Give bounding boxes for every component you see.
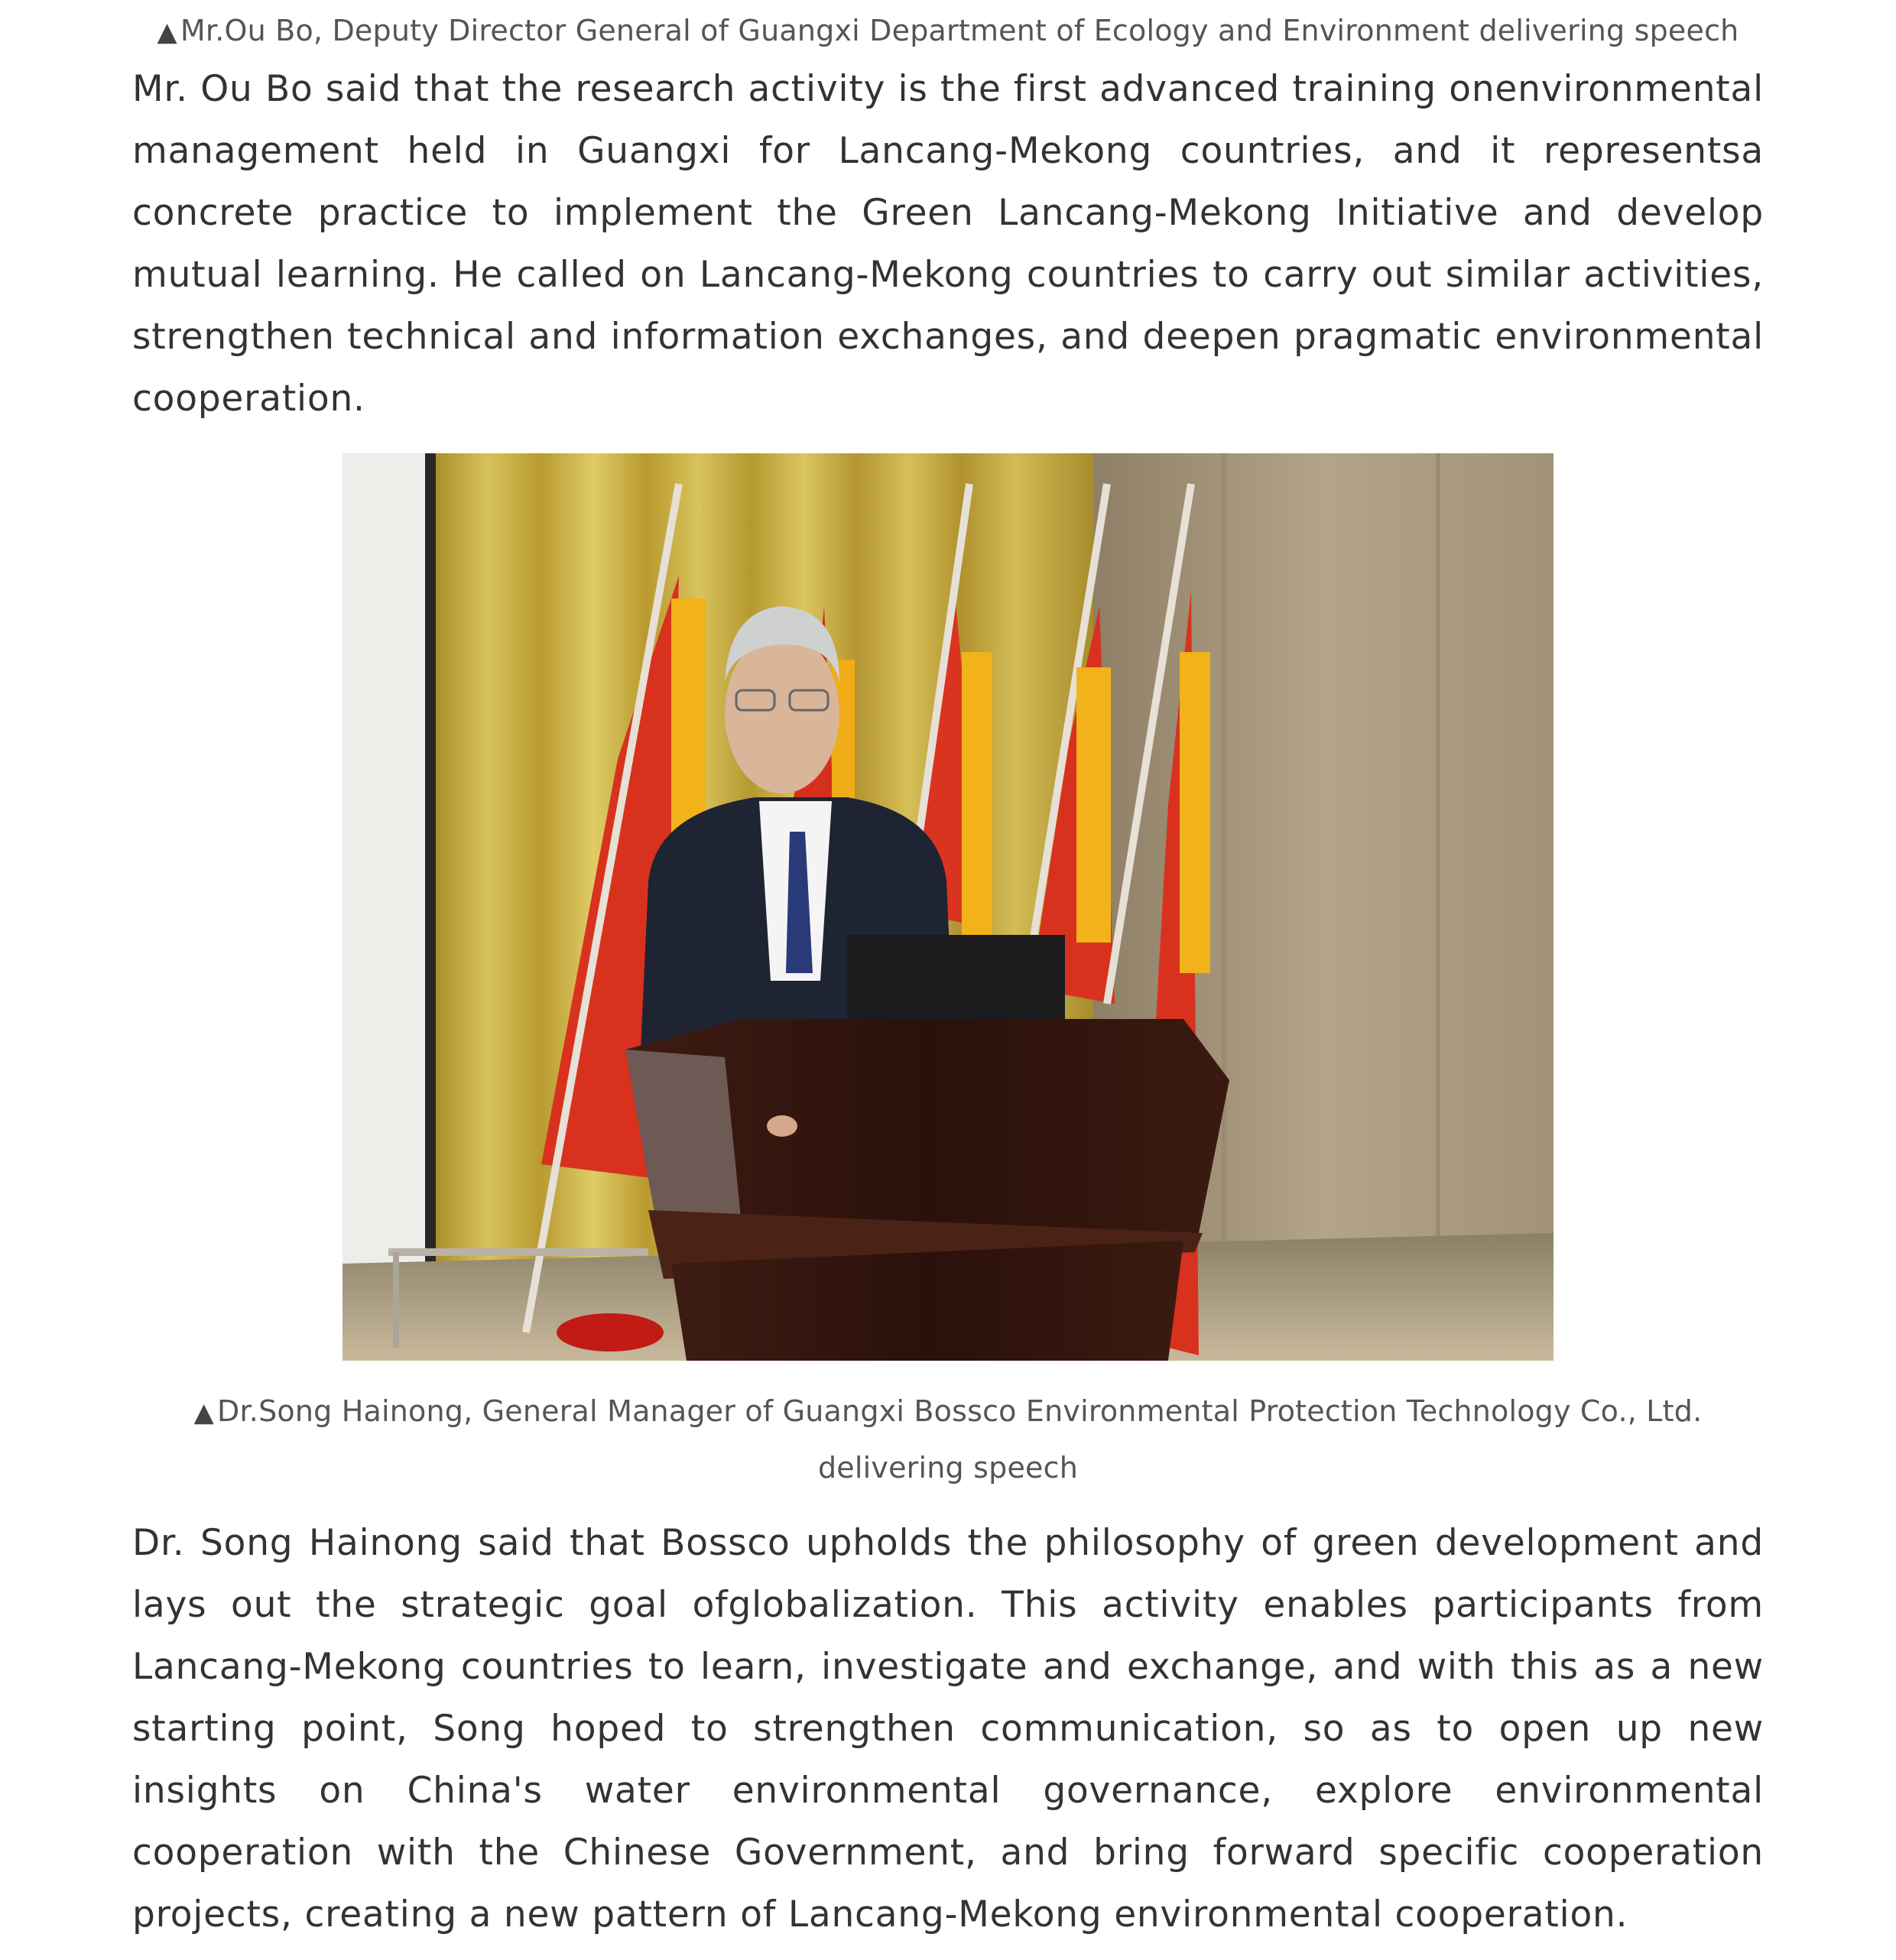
paragraph-song-hainong: Dr. Song Hainong said that Bossco upholds the philosophy of green development and lays out the strategic goal ofglobalization. This activity enables participants from Lancang-Mekong countries to learn, investigate and exchange, and with this as a new starting point, Song hoped to strengthen communication, so as to open up new insights on China's water environmental governance, explore environmental cooperation with the Chinese Government, and bring forward specific cooperation projects, creating a new pattern of Lancang-Mekong environmental cooperation. bbox=[132, 1522, 1764, 1936]
lectern bbox=[625, 1019, 1229, 1361]
triangle-marker-icon: ▲ bbox=[193, 1397, 214, 1428]
photo-song-hainong-speech bbox=[343, 453, 1553, 1361]
triangle-marker-icon: ▲ bbox=[157, 17, 177, 47]
caption-line-1: ▲ Dr.Song Hainong, General Manager of Guangxi Bossco Environmental Protection Technology Co., Ltd. bbox=[193, 1394, 1703, 1428]
photo-caption-ou-bo bbox=[115, 3, 1781, 60]
paragraph-ou-bo: Mr. Ou Bo said that the research activity is the first advanced training onenvironmental management held in Guangxi for Lancang-Mekong countries, and it representsa concrete practice to implement the Green Lancang-Mekong Initiative and develop mutual learning. He called on Lancang-Mekong countries to carry out similar activities, strengthen technical and information exchanges, and deepen pragmatic environmental cooperation. bbox=[132, 68, 1764, 420]
caption-text: Mr.Ou Bo, Deputy Director General of Guangxi Department of Ecology and Environment delivering speech bbox=[180, 14, 1739, 47]
caption-line-2: delivering speech bbox=[817, 1451, 1078, 1485]
photo-caption-song-hainong bbox=[115, 1384, 1781, 1495]
